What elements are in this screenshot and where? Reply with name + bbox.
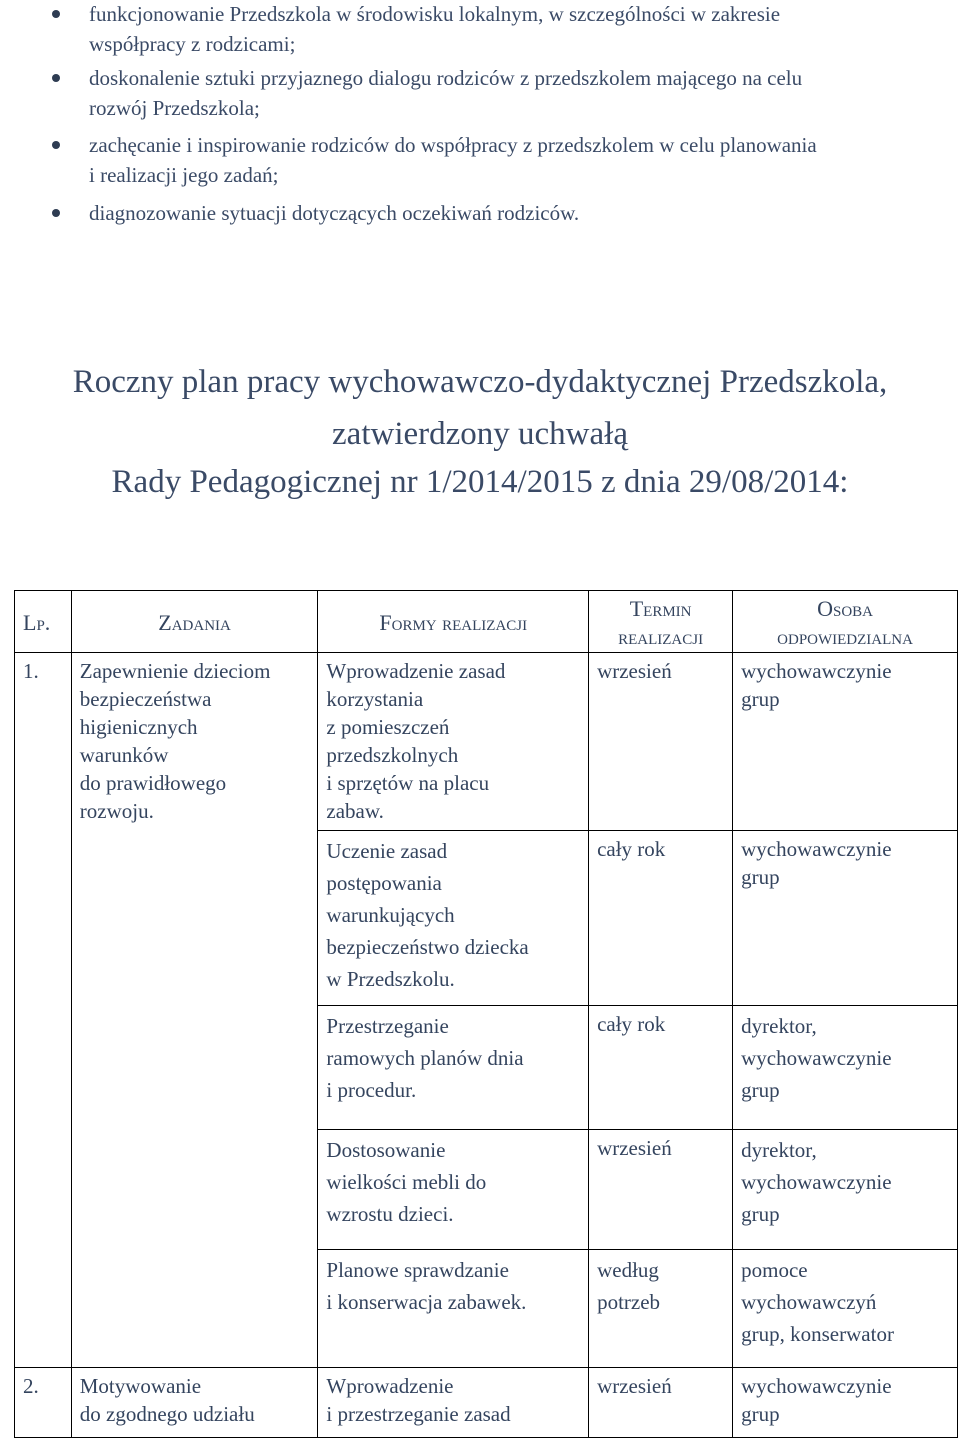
person-cell: wychowawczynie grup [733, 831, 958, 1006]
plan-table [14, 590, 958, 1438]
header-termin: Termin realizacji [589, 591, 733, 653]
person-cell: wychowawczynie grup [733, 653, 958, 831]
task-number: 1. [15, 653, 72, 1368]
form-cell: Wprowadzenie i przestrzeganie zasad [318, 1368, 589, 1438]
form-cell: Wprowadzenie zasad korzystania z pomieszczeń przedszkolnych i sprzętów na placu zabaw. [318, 653, 589, 831]
term-cell: cały rok [589, 831, 733, 1006]
bullet-icon [52, 10, 60, 18]
table-header-row [15, 591, 958, 653]
bullet-icon [52, 209, 60, 217]
term-cell: cały rok [589, 1006, 733, 1130]
form-cell: Dostosowanie wielkości mebli do wzrostu dzieci. [318, 1130, 589, 1250]
bullet-text: funkcjonowanie Przedszkola w środowisku lokalnym, w szczególności w zakresie [89, 2, 781, 26]
plan-title-line-3: Rady Pedagogicznej nr 1/2014/2015 z dnia 29/08/2014: [111, 464, 849, 500]
header-formy: Formy realizacji [318, 591, 589, 653]
plan-title-line-1: Roczny plan pracy wychowawczo-dydaktycznej Przedszkola, [72, 364, 888, 400]
person-cell: pomoce wychowawczyń grup, konserwator [733, 1250, 958, 1368]
term-cell: wrzesień [589, 653, 733, 831]
task-description: Zapewnienie dzieciom bezpieczeństwa higienicznych warunków do prawidłowego rozwoju. [71, 653, 318, 1368]
bullet-text: współpracy z rodzicami; [89, 32, 296, 56]
form-cell: Uczenie zasad postępowania warunkujących bezpieczeństwo dziecka w Przedszkolu. [318, 831, 589, 1006]
term-cell: wrzesień [589, 1368, 733, 1438]
bullet-text: zachęcanie i inspirowanie rodziców do współpracy z przedszkolem w celu planowania [89, 133, 817, 157]
table-row [15, 1368, 958, 1438]
plan-title-line-2: zatwierdzony uchwałą [332, 416, 628, 452]
bullet-text: doskonalenie sztuki przyjaznego dialogu rodziców z przedszkolem mającego na celu [89, 66, 803, 90]
task-description: Motywowanie do zgodnego udziału [71, 1368, 318, 1438]
bullet-icon [52, 74, 60, 82]
bullet-text: rozwój Przedszkola; [89, 96, 260, 120]
term-cell: według potrzeb [589, 1250, 733, 1368]
bullet-icon [52, 141, 60, 149]
table-row [15, 653, 958, 831]
person-cell: dyrektor, wychowawczynie grup [733, 1130, 958, 1250]
form-cell: Planowe sprawdzanie i konserwacja zabawek. [318, 1250, 589, 1368]
header-osoba: Osoba odpowiedzialna [733, 591, 958, 653]
task-number: 2. [15, 1368, 72, 1438]
person-cell: wychowawczynie grup [733, 1368, 958, 1438]
bullet-text: diagnozowanie sytuacji dotyczących oczekiwań rodziców. [89, 201, 580, 225]
person-cell: dyrektor, wychowawczynie grup [733, 1006, 958, 1130]
bullet-text: i realizacji jego zadań; [89, 163, 279, 187]
header-zadania: Zadania [71, 591, 318, 653]
header-lp: Lp. [15, 591, 72, 653]
form-cell: Przestrzeganie ramowych planów dnia i procedur. [318, 1006, 589, 1130]
term-cell: wrzesień [589, 1130, 733, 1250]
